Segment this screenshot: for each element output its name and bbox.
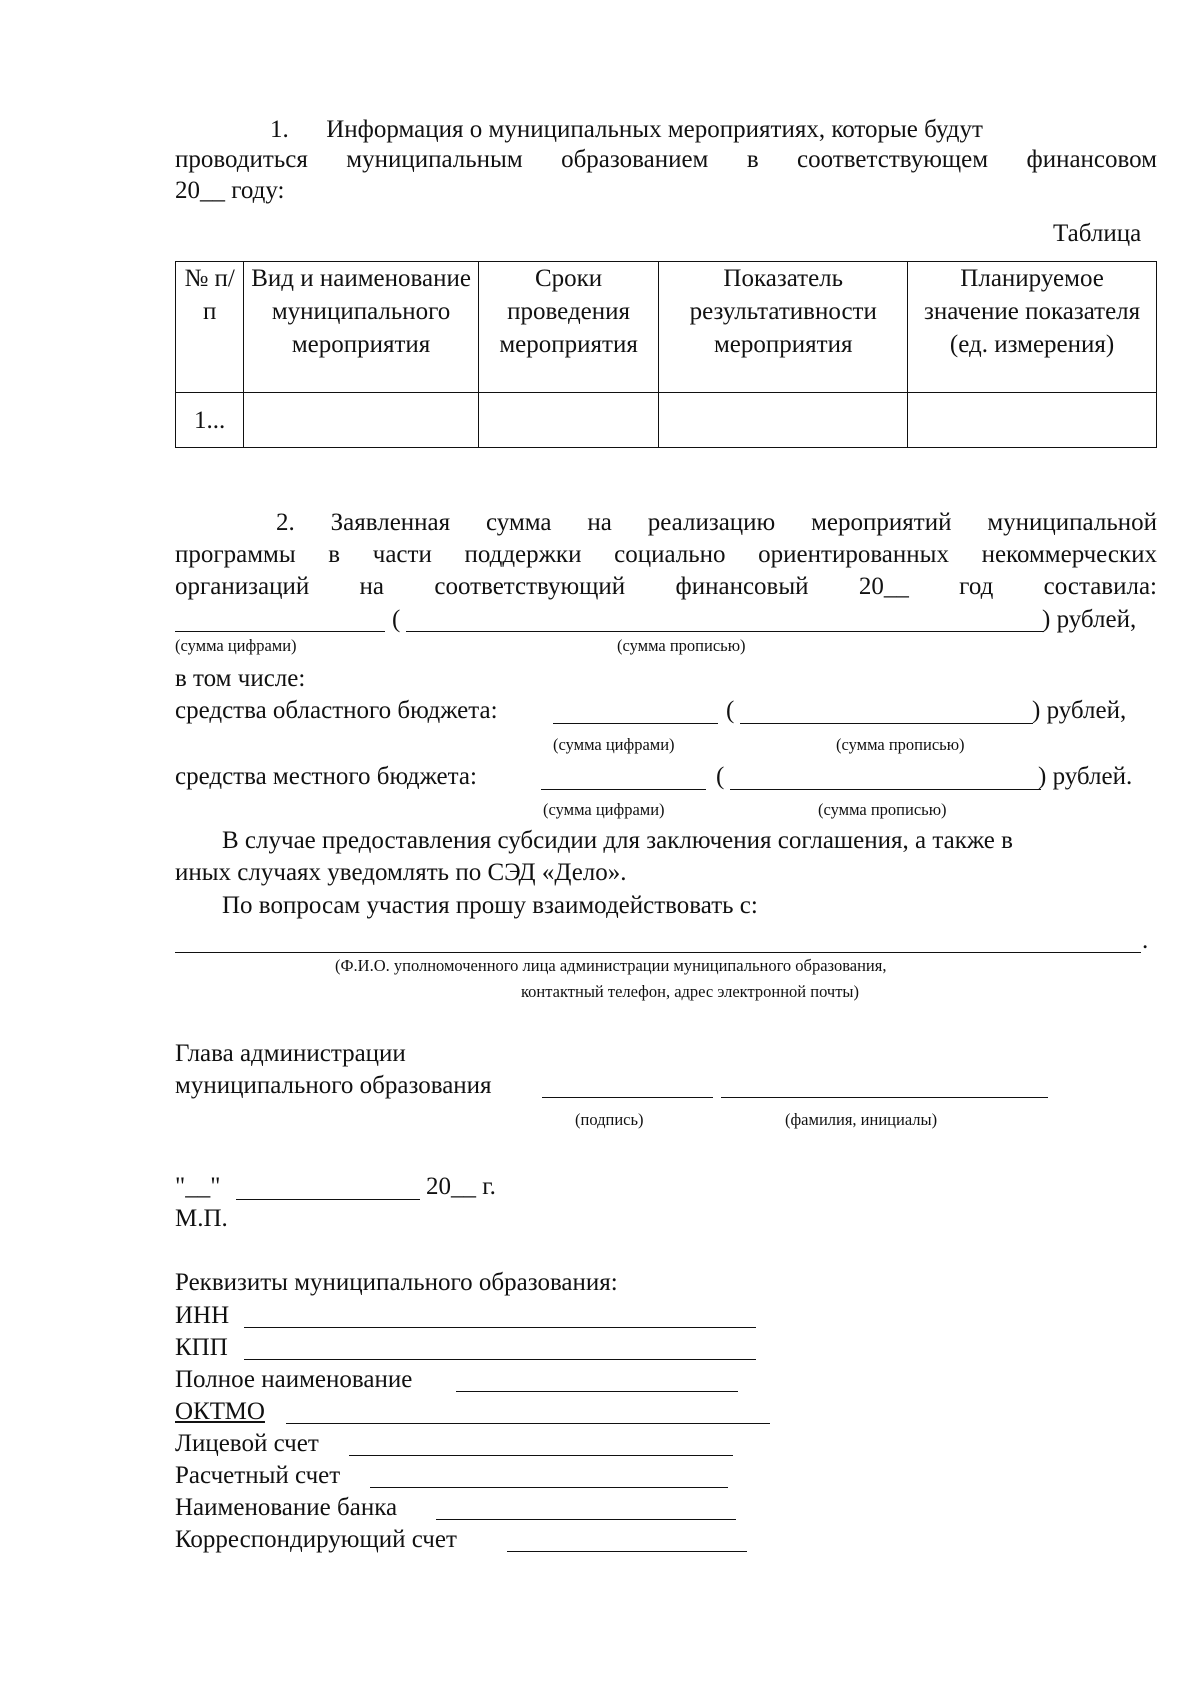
section1-line2: проводиться муниципальным образованием в соответствующем финансовом (175, 146, 1157, 173)
total-rubles: ) рублей, (1042, 606, 1137, 633)
table-cell (478, 393, 658, 448)
section1-line1: 1. Информация о муниципальных мероприятиях, которые будут (270, 116, 983, 143)
table-cell (659, 393, 908, 448)
table-row (176, 393, 1157, 448)
regional-digits-line[interactable] (553, 723, 718, 724)
local-digits-line[interactable] (541, 789, 706, 790)
table-header-row (176, 262, 1157, 393)
signature-head-line1: Глава администрации (175, 1040, 406, 1067)
section2-line2: программы в части поддержки социально ориентированных некоммерческих (175, 541, 1157, 568)
requisite-line-oktmo[interactable] (286, 1423, 770, 1424)
notice-line1: В случае предоставления субсидии для заключения соглашения, а также в (222, 827, 1013, 854)
requisite-label-bank-name: Наименование банка (175, 1494, 398, 1521)
table-caption: Таблица (1053, 220, 1142, 247)
section1-line3: 20__ году: (175, 177, 285, 204)
regional-budget-label: средства областного бюджета: (175, 697, 498, 724)
signature-sign-line[interactable] (542, 1097, 713, 1098)
requisite-label-inn: ИНН (175, 1302, 230, 1329)
date-year: 20__ г. (426, 1173, 496, 1200)
header-planned-value: Планируемое значение показателя (ед. измерения) (908, 262, 1157, 393)
contact-person-line[interactable] (175, 952, 1141, 953)
requisites-title: Реквизиты муниципального образования: (175, 1269, 618, 1296)
table-cell (908, 393, 1157, 448)
requisite-label-full-name: Полное наименование (175, 1366, 413, 1393)
section2-line1: 2. Заявленная сумма на реализацию мероприятий муниципальной (276, 509, 1157, 536)
stamp-label: М.П. (175, 1205, 228, 1232)
requisite-line-inn[interactable] (244, 1327, 756, 1328)
regional-open-paren: ( (726, 697, 735, 724)
header-period: Сроки проведения мероприятия (478, 262, 658, 393)
contact-hint-line2: контактный телефон, адрес электронной почты) (521, 982, 860, 1001)
signature-name-line[interactable] (721, 1097, 1048, 1098)
local-rubles: ) рублей. (1038, 763, 1133, 790)
signature-head-line2: муниципального образования (175, 1072, 492, 1099)
events-table (175, 261, 1157, 448)
table-cell: 1... (176, 393, 244, 448)
header-indicator: Показатель результативности мероприятия (659, 262, 908, 393)
contact-hint-line1: (Ф.И.О. уполномоченного лица администрации муниципального образования, (335, 956, 887, 975)
local-words-line[interactable] (730, 789, 1041, 790)
notice-line2: иных случаях уведомлять по СЭД «Дело». (175, 859, 627, 886)
table-cell (244, 393, 479, 448)
total-words-line[interactable] (406, 631, 1044, 632)
requisite-line-personal-account[interactable] (349, 1455, 733, 1456)
date-day: "__" (175, 1173, 221, 1200)
total-hint-words: (сумма прописью) (617, 636, 746, 655)
regional-words-line[interactable] (740, 723, 1033, 724)
local-budget-label: средства местного бюджета: (175, 763, 477, 790)
requisite-label-oktmo: ОКТМО (175, 1398, 265, 1425)
requisite-label-correspondent-account: Корреспондирующий счет (175, 1526, 457, 1553)
header-number: № п/п (176, 262, 244, 393)
contact-end-period: . (1142, 927, 1149, 954)
requisite-line-full-name[interactable] (456, 1391, 738, 1392)
total-digits-line[interactable] (175, 631, 385, 632)
requisite-line-bank-name[interactable] (436, 1519, 736, 1520)
notice-line3: По вопросам участия прошу взаимодействовать с: (222, 892, 758, 919)
signature-hint-name: (фамилия, инициалы) (785, 1110, 938, 1129)
section2-line3: организаций на соответствующий финансовый 20__ год составила: (175, 573, 1157, 600)
total-open-paren: ( (392, 606, 401, 633)
requisite-line-kpp[interactable] (244, 1359, 756, 1360)
header-event-name: Вид и наименование муниципального мероприятия (244, 262, 479, 393)
requisite-label-kpp: КПП (175, 1334, 228, 1361)
regional-hint-words: (сумма прописью) (836, 735, 965, 754)
requisite-line-correspondent-account[interactable] (507, 1551, 747, 1552)
local-hint-words: (сумма прописью) (818, 800, 947, 819)
regional-hint-digits: (сумма цифрами) (553, 735, 675, 754)
signature-hint-sign: (подпись) (575, 1110, 644, 1129)
regional-rubles: ) рублей, (1032, 697, 1127, 724)
local-hint-digits: (сумма цифрами) (543, 800, 665, 819)
requisite-label-personal-account: Лицевой счет (175, 1430, 319, 1457)
requisite-line-settlement-account[interactable] (370, 1487, 728, 1488)
total-hint-digits: (сумма цифрами) (175, 636, 297, 655)
date-month-line[interactable] (236, 1199, 420, 1200)
local-open-paren: ( (716, 763, 725, 790)
requisite-label-settlement-account: Расчетный счет (175, 1462, 341, 1489)
including-label: в том числе: (175, 665, 306, 692)
